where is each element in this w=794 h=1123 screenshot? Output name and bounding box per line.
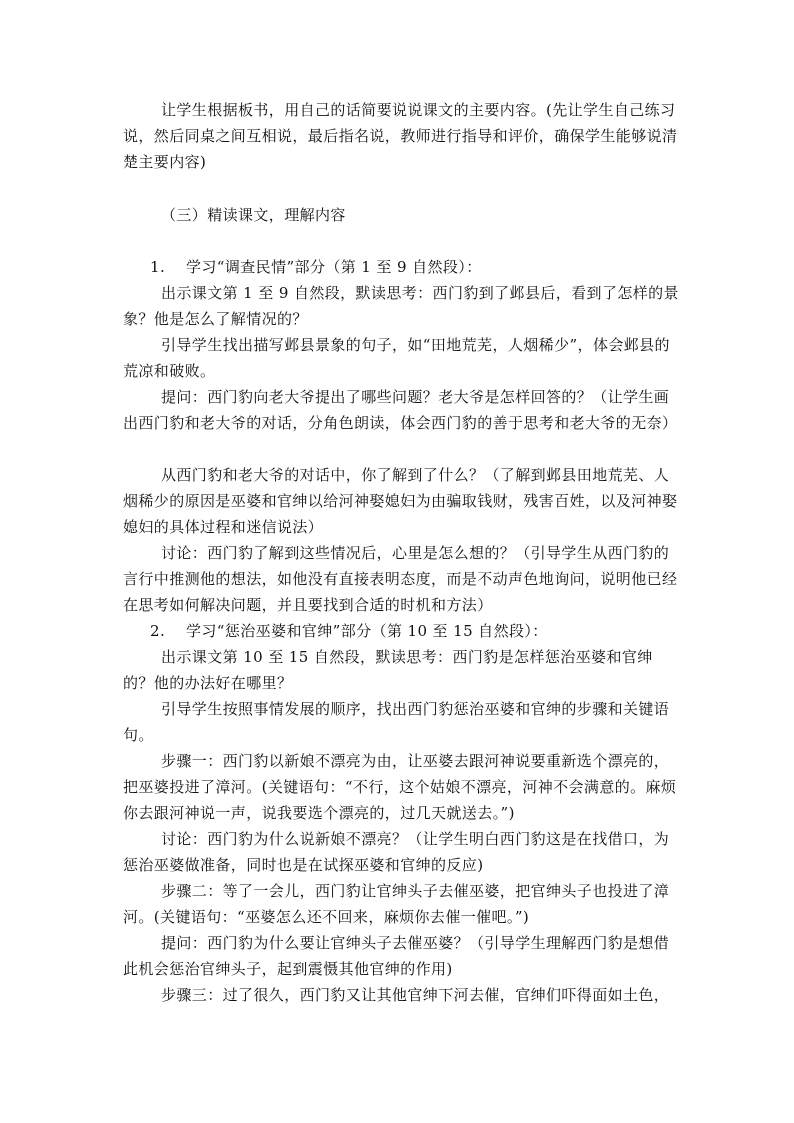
intro-paragraph: 让学生根据板书，用自己的话简要说说课文的主要内容。(先让学生自己练习说，然后同桌之间互相说，最后指名说，教师进行指导和评价，确保学生能够说清楚主要内容) <box>123 101 678 171</box>
part1-paragraph-4: 从西门豹和老大爷的对话中，你了解到了什么？（了解到邺县田地荒芜、人烟稀少的原因是巫婆和官绅以给河神娶媳妇为由骗取钱财，残害百姓，以及河神娶媳妇的具体过程和迷信说法） <box>123 466 678 536</box>
part1-title: 学习“调查民情”部分（第 1 至 9 自然段）： <box>186 258 482 276</box>
part2-paragraph-5: 步骤二：等了一会儿，西门豹让官绅头子去催巫婆，把官绅头子也投进了漳河。(关键语句：“巫婆怎么还不回来，麻烦你去催一催吧。”) <box>123 882 670 926</box>
part1-paragraph-3: 提问：西门豹向老大爷提出了哪些问题？老大爷是怎样回答的？（让学生画出西门豹和老大爷的对话，分角色朗读，体会西门豹的善于思考和老大爷的无奈） <box>123 388 678 432</box>
part2-number: 2. <box>150 622 166 640</box>
part1-paragraph-1: 出示课文第 1 至 9 自然段，默读思考：西门豹到了邺县后，看到了怎样的景象？他是怎么了解情况的？ <box>123 284 679 328</box>
part1-paragraph-2: 引导学生找出描写邺县景象的句子，如“田地荒芜，人烟稀少”，体会邺县的荒凉和破败。 <box>123 336 670 380</box>
part2-paragraph-3: 步骤一：西门豹以新娘不漂亮为由，让巫婆去跟河神说要重新选个漂亮的，把巫婆投进了漳河。(关键语句：“不行，这个姑娘不漂亮，河神不会满意的。麻烦你去跟河神说一声，说我要选个漂亮的，过几天就送去。”) <box>123 752 677 822</box>
part2-paragraph-1: 出示课文第 10 至 15 自然段，默读思考：西门豹是怎样惩治巫婆和官绅的？他的办法好在哪里？ <box>123 648 653 692</box>
section-heading: （三）精读课文，理解内容 <box>161 206 346 224</box>
part1-number: 1. <box>150 258 166 276</box>
part2-paragraph-7: 步骤三：过了很久，西门豹又让其他官绅下河去催，官绅们吓得面如土色， <box>161 986 670 1004</box>
part1-paragraph-5: 讨论：西门豹了解到这些情况后，心里是怎么想的？（引导学生从西门豹的言行中推测他的想法，如他没有直接表明态度，而是不动声色地询问，说明他已经在思考如何解决问题，并且要找到合适的时机和方法） <box>123 544 678 614</box>
part2-paragraph-2: 引导学生按照事情发展的顺序，找出西门豹惩治巫婆和官绅的步骤和关键语句。 <box>123 700 670 744</box>
part2-paragraph-6: 提问：西门豹为什么要让官绅头子去催巫婆？（引导学生理解西门豹是想借此机会惩治官绅头子，起到震慑其他官绅的作用) <box>123 934 670 978</box>
part2-title: 学习“惩治巫婆和官绅”部分（第 10 至 15 自然段）： <box>186 622 548 640</box>
part1-heading <box>150 254 482 280</box>
part2-heading <box>150 618 548 644</box>
part2-paragraph-4: 讨论：西门豹为什么说新娘不漂亮？（让学生明白西门豹这是在找借口，为惩治巫婆做准备，同时也是在试探巫婆和官绅的反应) <box>123 830 670 874</box>
